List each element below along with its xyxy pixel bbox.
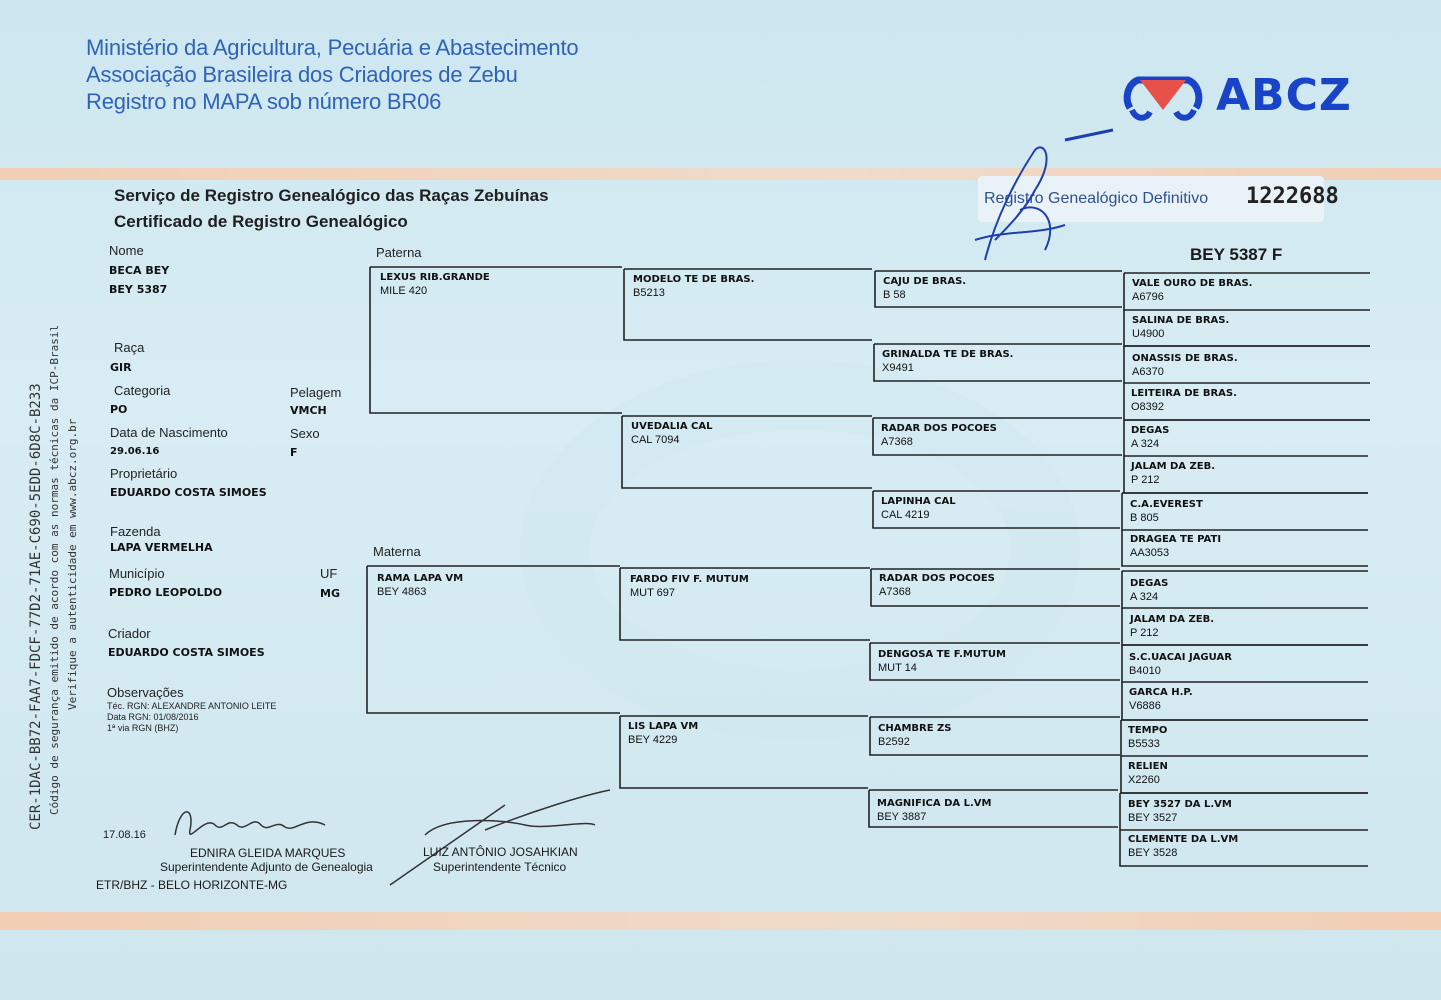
gen3-ancestor — [881, 496, 956, 521]
ancestor-reg: BEY 4229 — [628, 734, 678, 746]
ancestor-name: UVEDALIA CAL — [631, 421, 713, 432]
service-title: Serviço de Registro Genealógico das Raças Zebuínas — [114, 186, 549, 205]
gen3-ancestor — [882, 349, 1013, 374]
ancestor-reg: V6886 — [1129, 700, 1161, 712]
signatory-1-title: Superintendente Adjunto de Genealogia — [160, 860, 373, 874]
gen3-ancestor — [879, 573, 995, 598]
ancestor-name: VALE OURO DE BRAS. — [1132, 278, 1253, 289]
ancestor-reg: A6370 — [1132, 366, 1164, 378]
ancestor-name: ONASSIS DE BRAS. — [1132, 353, 1238, 364]
ancestor-name: DENGOSA TE F.MUTUM — [878, 649, 1006, 660]
ancestor-reg: B 58 — [883, 289, 906, 301]
ancestor-name: GARCA H.P. — [1129, 687, 1193, 698]
gen3-ancestor — [881, 423, 997, 448]
city-label: Município — [109, 566, 165, 581]
gen4-ancestor — [1128, 799, 1232, 824]
ancestor-reg: CAL 7094 — [631, 434, 680, 446]
ancestor-name: JALAM DA ZEB. — [1131, 461, 1216, 472]
gen4-ancestor — [1130, 614, 1214, 639]
issuing-office: ETR/BHZ - BELO HORIZONTE-MG — [96, 878, 288, 892]
ancestor-name: RADAR DOS POCOES — [879, 573, 995, 584]
paternal-label: Paterna — [376, 245, 422, 260]
ancestor-name: BEY 3527 DA L.VM — [1128, 799, 1232, 810]
ancestor-reg: BEY 3887 — [877, 811, 927, 823]
ancestor-name: LEITEIRA DE BRAS. — [1131, 388, 1237, 399]
sire-reg: MILE 420 — [380, 285, 428, 297]
ancestor-name: C.A.EVEREST — [1130, 499, 1203, 510]
ancestor-reg: A6796 — [1132, 291, 1164, 303]
registration-label: Registro Genealógico Definitivo — [984, 190, 1209, 207]
ancestor-reg: P 212 — [1130, 627, 1159, 639]
ancestor-reg: A 324 — [1130, 591, 1159, 603]
ancestor-name: FARDO FIV F. MUTUM — [630, 574, 749, 585]
ancestor-reg: B5213 — [633, 287, 665, 299]
security-note-1: Código de segurança emitido de acordo com as normas técnicas da ICP-Brasil — [48, 324, 61, 815]
breed-label: Raça — [114, 340, 145, 355]
ancestor-name: DEGAS — [1131, 425, 1170, 436]
maternal-label: Materna — [373, 544, 421, 559]
gen3-ancestor — [877, 798, 991, 823]
certificate-title: Certificado de Registro Genealógico — [114, 212, 408, 231]
city-value: PEDRO LEOPOLDO — [109, 586, 223, 599]
ancestor-name: TEMPO — [1128, 725, 1168, 736]
sire-name: LEXUS RIB.GRANDE — [380, 272, 490, 283]
farm-label: Fazenda — [110, 524, 161, 539]
gen2-ancestor — [630, 574, 749, 599]
ancestor-name: LIS LAPA VM — [628, 721, 699, 732]
signatory-1-name: EDNIRA GLEIDA MARQUES — [190, 846, 346, 860]
gen4-ancestor — [1131, 388, 1237, 413]
category-label: Categoria — [114, 383, 171, 398]
category-value: PO — [110, 403, 128, 416]
ancestor-name: DRAGEA TE PATI — [1130, 534, 1222, 545]
gen4-ancestor — [1128, 761, 1168, 786]
ancestor-reg: MUT 697 — [630, 587, 676, 599]
abcz-logo-text: ABCZ — [1216, 70, 1352, 121]
gen2-ancestor — [633, 274, 754, 299]
ancestor-reg: A7368 — [881, 436, 913, 448]
obs-label: Observações — [107, 685, 184, 700]
ancestor-reg: CAL 4219 — [881, 509, 930, 521]
header-line-2: Associação Brasileira dos Criadores de Zebu — [86, 62, 518, 87]
obs-line-2: Data RGN: 01/08/2016 — [107, 712, 199, 722]
birth-label: Data de Nascimento — [110, 425, 228, 440]
signatory-2-title: Superintendente Técnico — [433, 860, 567, 874]
ancestor-reg: X2260 — [1128, 774, 1160, 786]
gen4-ancestor — [1128, 834, 1238, 859]
birth-value: 29.06.16 — [110, 446, 160, 457]
ancestor-reg: B2592 — [878, 736, 910, 748]
obs-line-3: 1ª via RGN (BHZ) — [107, 723, 179, 733]
ancestor-name: LAPINHA CAL — [881, 496, 956, 507]
issue-date: 17.08.16 — [103, 829, 146, 841]
gen4-ancestor — [1130, 534, 1221, 559]
ancestor-reg: BEY 3528 — [1128, 847, 1178, 859]
ancestor-name: CLEMENTE DA L.VM — [1128, 834, 1239, 845]
ancestor-reg: MUT 14 — [878, 662, 917, 674]
ancestor-reg: B4010 — [1129, 665, 1161, 677]
gen2-ancestor — [631, 421, 713, 446]
dam-name: RAMA LAPA VM — [377, 573, 464, 584]
gen2-ancestor — [628, 721, 698, 746]
gen3-ancestor — [878, 723, 952, 748]
ancestor-reg: U4900 — [1132, 328, 1165, 340]
gen4-ancestor — [1129, 687, 1193, 712]
registration-number: 1222688 — [1246, 184, 1339, 209]
ancestor-reg: P 212 — [1131, 474, 1160, 486]
ancestor-reg: X9491 — [882, 362, 914, 374]
ancestor-name: CAJU DE BRAS. — [883, 276, 967, 287]
ancestor-name: DEGAS — [1130, 578, 1169, 589]
ancestor-reg: BEY 3527 — [1128, 812, 1178, 824]
ancestor-name: MODELO TE DE BRAS. — [633, 274, 755, 285]
ancestor-reg: B 805 — [1130, 512, 1159, 524]
gen4-ancestor — [1132, 315, 1229, 340]
ancestor-reg: AA3053 — [1130, 547, 1170, 559]
uf-label: UF — [320, 566, 338, 581]
sire — [380, 272, 490, 297]
ancestor-reg: A7368 — [879, 586, 911, 598]
animal-code: BEY 5387 F — [1190, 245, 1283, 264]
signatory-2-name: LUIZ ANTÔNIO JOSAHKIAN — [423, 845, 578, 859]
gen3-ancestor — [883, 276, 966, 301]
gen4-ancestor — [1132, 353, 1238, 378]
obs-line-1: Téc. RGN: ALEXANDRE ANTONIO LEITE — [107, 701, 277, 711]
gen4-ancestor — [1130, 499, 1203, 524]
uf-value: MG — [320, 587, 340, 600]
gen4-ancestor — [1132, 278, 1252, 303]
ancestor-reg: B5533 — [1128, 738, 1160, 750]
sex-value: F — [290, 446, 298, 459]
ancestor-name: RADAR DOS POCOES — [881, 423, 997, 434]
gen4-ancestor — [1131, 461, 1215, 486]
security-code: CER-1DAC-BB72-FAA7-FDCF-77D2-71AE-C690-5EDD-6D8C-B233 — [28, 383, 44, 830]
gen4-ancestor — [1130, 578, 1168, 603]
header-line-3: Registro no MAPA sob número BR06 — [86, 89, 442, 114]
animal-id: BEY 5387 — [109, 283, 168, 296]
owner-label: Proprietário — [110, 466, 178, 481]
name-label: Nome — [109, 243, 144, 258]
sex-label: Sexo — [290, 426, 320, 441]
dam — [377, 573, 463, 598]
gen3-ancestor — [878, 649, 1006, 674]
animal-name: BECA BEY — [109, 264, 170, 277]
coat-value: VMCH — [290, 404, 327, 417]
gen4-ancestor — [1128, 725, 1167, 750]
ancestor-reg: A 324 — [1131, 438, 1160, 450]
ancestor-reg: O8392 — [1131, 401, 1165, 413]
coat-label: Pelagem — [290, 385, 342, 400]
ancestor-name: RELIEN — [1128, 761, 1168, 772]
header-line-1: Ministério da Agricultura, Pecuária e Abastecimento — [86, 35, 579, 60]
ancestor-name: CHAMBRE ZS — [878, 723, 952, 734]
breeder-value: EDUARDO COSTA SIMOES — [108, 646, 265, 659]
breeder-label: Criador — [108, 626, 151, 641]
owner-value: EDUARDO COSTA SIMOES — [110, 486, 267, 499]
ancestor-name: JALAM DA ZEB. — [1130, 614, 1215, 625]
signature-2 — [385, 785, 625, 895]
farm-value: LAPA VERMELHA — [110, 541, 213, 554]
ancestor-name: S.C.UACAI JAGUAR — [1129, 652, 1232, 663]
ancestor-name: SALINA DE BRAS. — [1132, 315, 1230, 326]
gen4-ancestor — [1129, 652, 1232, 677]
dam-reg: BEY 4863 — [377, 586, 427, 598]
gen4-ancestor — [1131, 425, 1169, 450]
ancestor-name: MAGNIFICA DA L.VM — [877, 798, 992, 809]
breed-value: GIR — [110, 361, 132, 374]
security-note-2: Verifique a autenticidade em www.abcz.org.br — [66, 418, 79, 710]
ancestor-name: GRINALDA TE DE BRAS. — [882, 349, 1014, 360]
